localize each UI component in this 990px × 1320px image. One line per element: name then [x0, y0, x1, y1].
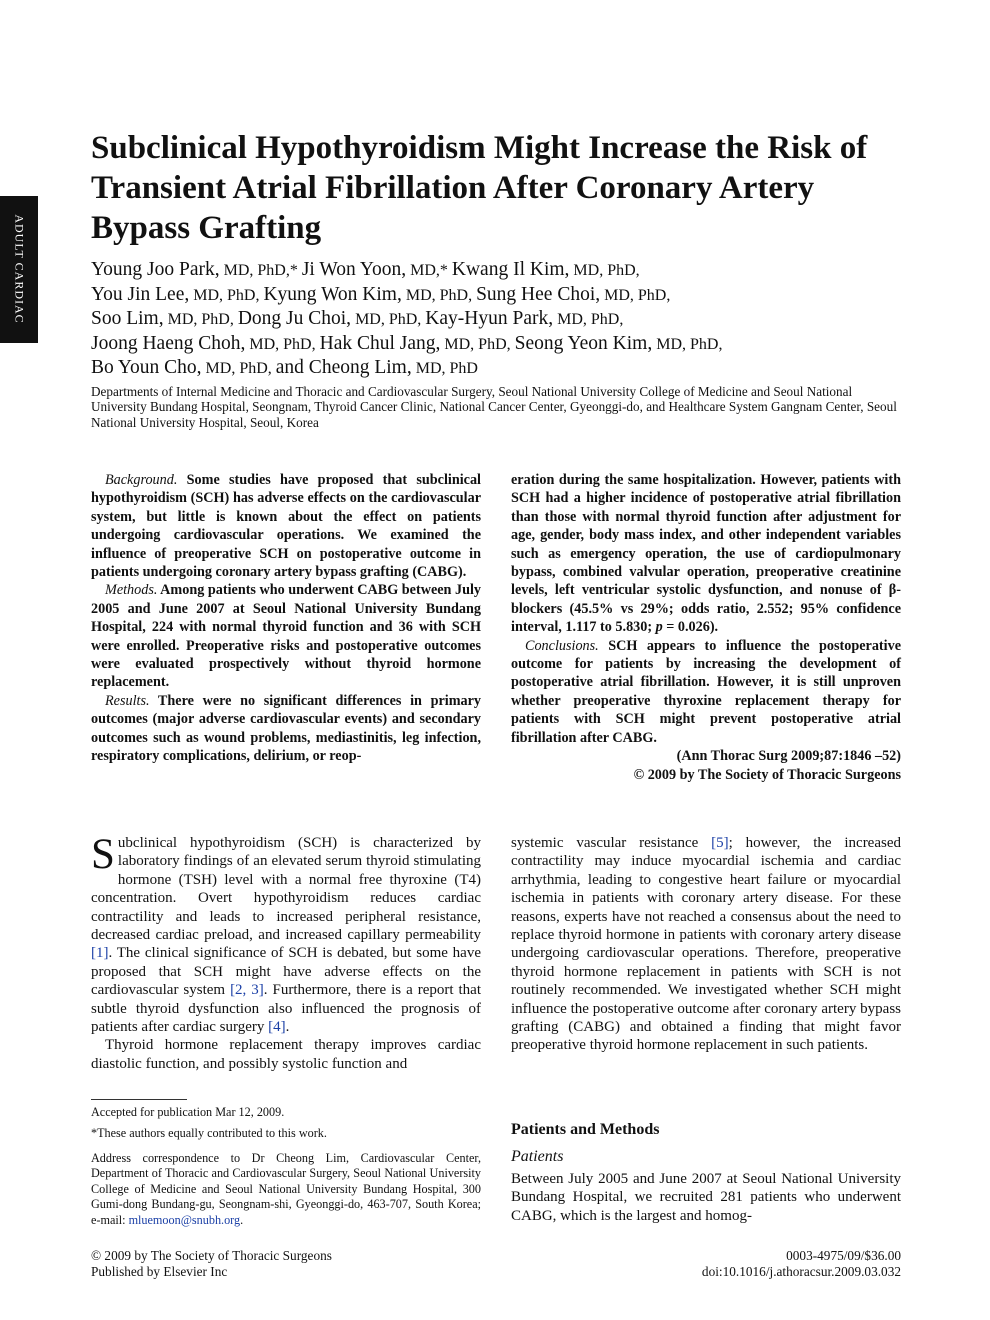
reference-link[interactable]: [1] — [91, 945, 109, 962]
footer-publisher: Published by Elsevier Inc — [91, 1263, 228, 1279]
author-name: Dong Ju Choi, — [237, 308, 352, 329]
footer-left — [91, 1248, 332, 1279]
author-name: Sung Hee Choi, — [476, 283, 601, 305]
reference-link[interactable]: [2, 3] — [230, 982, 264, 999]
p-value-symbol: p — [655, 619, 663, 636]
paragraph-text: . Furthermore, there is a report that subtle thyroid dysfunction also influenced the prognosis of patients after cardiac surgery — [91, 982, 481, 1036]
author-name: Ji Won Yoon, — [301, 259, 407, 280]
abstract-right-column — [511, 471, 901, 784]
abstract-heading: Conclusions. — [525, 637, 599, 654]
reference-link[interactable]: [5] — [711, 835, 729, 851]
body-text — [91, 831, 481, 1073]
body-paragraph — [511, 834, 901, 1055]
paragraph-text: systemic vascular resistance — [511, 835, 712, 851]
abstract-methods — [91, 581, 481, 691]
abstract-text: SCH appears to influence the postoperative outcome for patients by increasing the development of postoperative atrial fibrillation. However, it is still unproven whether preoperative thyroxine replacement therapy for patients with SCH might prevent postoperative atrial fibrillation after CABG. — [511, 637, 901, 746]
author-credentials: MD, PhD, — [440, 335, 515, 353]
author-credentials: MD, PhD, — [553, 311, 624, 328]
author-credentials: MD, PhD — [411, 360, 478, 377]
paragraph-text: . — [285, 1019, 290, 1036]
abstract-results — [91, 692, 481, 766]
author-credentials: MD, PhD, — [245, 335, 320, 353]
abstract-background — [91, 471, 481, 581]
section-heading: Patients and Methods — [511, 1121, 660, 1138]
author-name: Bo Youn Cho, — [91, 357, 202, 378]
footnote-equal-contribution: *These authors equally contributed to this work. — [91, 1126, 327, 1140]
abstract — [91, 471, 481, 766]
footnote-divider — [91, 1099, 187, 1100]
abstract-results-continued — [511, 471, 901, 637]
footer-right — [702, 1248, 901, 1279]
body-right-column — [511, 834, 901, 1055]
reference-link[interactable]: [4] — [268, 1019, 286, 1036]
author-credentials: MD,* — [406, 262, 452, 279]
author-line — [91, 307, 911, 332]
author-name: Hak Chul Jang, — [319, 332, 441, 354]
author-credentials: MD, PhD, — [401, 286, 477, 304]
section-tab-label: ADULT CARDIAC — [12, 214, 27, 324]
author-name: Kwang Il Kim, — [451, 259, 570, 280]
abstract-text: Some studies have proposed that subclinical hypothyroidism (SCH) has adverse effects on the cardiovascular system, but little is known about the effect on patients undergoing cardiovascular operations. We examined the influence of preoperative SCH on postoperative outcome in patients undergoing coronary artery bypass grafting (CABG). — [91, 472, 481, 581]
footer-doi: doi:10.1016/j.athoracsur.2009.03.032 — [701, 1263, 901, 1279]
author-credentials: MD, PhD, — [201, 360, 276, 377]
abstract-left-column — [91, 471, 481, 766]
footnote-accepted: Accepted for publication Mar 12, 2009. — [91, 1105, 285, 1119]
body-left-column — [91, 831, 481, 1073]
footer-issn: 0003-4975/09/$36.00 — [786, 1248, 901, 1263]
abstract-heading: Background. — [105, 472, 178, 488]
author-credentials: MD, PhD, — [351, 311, 426, 328]
author-credentials: MD, PhD,* — [219, 262, 302, 279]
author-name: Young Joo Park, — [91, 259, 220, 280]
correspondence-text: Address correspondence to Dr Cheong Lim, Cardiovascular Center, Department of Thoracic and Cardiovascular Surgery, Seoul National University College of Medicine and Seoul National University Bundang Hospital, 300 Gumi-dong Bundang-gu, Seongnam-shi, Gyeonggi-do, 463-707, South Korea; e-mail: — [91, 1151, 481, 1227]
author-credentials: MD, PhD, — [163, 311, 238, 328]
abstract-copyright: © 2009 by The Society of Thoracic Surgeons — [633, 766, 901, 783]
author-line — [91, 356, 911, 381]
methods-paragraph: Between July 2005 and June 2007 at Seoul National University Bundang Hospital, we recruited 281 patients who underwent CABG, which is the largest and homog- — [511, 1171, 901, 1224]
paragraph-text: ubclinical hypothyroidism (SCH) is characterized by laboratory findings of an elevated serum thyroid stimulating hormone (TSH) level with a normal free thyroxine (T4) concentration. Overt hypothyroidism reduces cardiac contractility and leads to increased peripheral resistance, decreased cardiac preload, and increased capillary permeability — [91, 835, 481, 944]
author-credentials: MD, PhD, — [652, 335, 723, 353]
methods-column — [511, 1170, 901, 1225]
subsection-heading: Patients — [511, 1148, 564, 1165]
author-name: Seong Yeon Kim, — [514, 332, 653, 354]
author-name: Joong Haeng Choh, — [91, 332, 246, 354]
abstract-text: There were no significant differences in primary outcomes (major adverse cardiovascular events) and secondary outcomes such as wound problems, mediastinitis, leg infection, respiratory complications, delirium, or reop- — [91, 692, 481, 765]
abstract-heading: Results. — [105, 692, 150, 709]
author-credentials: MD, PhD, — [189, 286, 264, 304]
body-text — [511, 834, 901, 1055]
body-paragraph: Thyroid hormone replacement therapy improves cardiac diastolic function, and possibly systolic function and — [91, 1037, 481, 1072]
footer-copyright: © 2009 by The Society of Thoracic Surgeons — [91, 1248, 332, 1263]
journal-citation: (Ann Thorac Surg 2009;87:1846 –52) — [676, 748, 901, 765]
paragraph-text: . The clinical significance of SCH is debated, but some have proposed that SCH might have adverse effects on the cardiovascular system — [91, 945, 481, 999]
author-line — [91, 332, 911, 357]
author-credentials: MD, PhD, — [569, 262, 640, 279]
article-title: Subclinical Hypothyroidism Might Increase the Risk of Transient Atrial Fibrillation After Coronary Artery Bypass Grafting — [91, 130, 868, 246]
abstract-text: Among patients who underwent CABG between July 2005 and June 2007 at Seoul National University Bundang Hospital, 224 with normal thyroid function and 36 with SCH were enrolled. Preoperative risks and postoperative outcomes were evaluated prospectively without thyroid hormone replacement. — [91, 582, 481, 691]
author-name: and Cheong Lim, — [275, 357, 412, 378]
abstract-text: = 0.026). — [662, 619, 719, 636]
paragraph-text: ; however, the increased contractility may induce myocardial ischemia and cardiac arrhythmia, leading to congestive heart failure or myocardial ischemia in patients with coronary artery disease. For these reasons, experts have not reached a consensus about the need to replace thyroid hormone in patients with coronary artery disease undergoing cardiovascular operations. Therefore, preoperative thyroid hormone replacement in patients with SCH is not routinely recommended. We investigated whether SCH might influence the postoperative outcome after coronary artery bypass grafting (CABG) and obtained a finding that might favor preoperative thyroid hormone replacement in such patients. — [511, 835, 901, 1054]
email-link[interactable]: mluemoon@snubh.org — [128, 1212, 241, 1227]
author-credentials: MD, PhD, — [600, 286, 671, 304]
drop-cap: S — [91, 831, 115, 878]
author-name: Kyung Won Kim, — [263, 283, 402, 305]
abstract-text: eration during the same hospitalization. However, patients with SCH had a higher incidence of postoperative atrial fibrillation than those with normal thyroid function after adjustment for age, gender, body mass index, and other independent variables such as emergency operation, the use of cardiopulmonary bypass, combined valvular operation, preoperative creatinine levels, left ventricular systolic dysfunction, and nonuse of β-blockers (45.5% vs 29%; odds ratio, 2.552; 95% confidence interval, 1.117 to 5.830; — [511, 472, 901, 636]
intro-paragraph — [91, 831, 481, 1036]
abstract-conclusions — [511, 637, 901, 747]
author-name: Soo Lim, — [91, 308, 164, 329]
correspondence-text: . — [240, 1212, 244, 1227]
author-line — [91, 283, 911, 308]
abstract-heading: Methods. — [105, 582, 158, 599]
author-name: Kay-Hyun Park, — [425, 308, 554, 329]
affiliations: Departments of Internal Medicine and Thoracic and Cardiovascular Surgery, Seoul National University College of Medicine and Seoul National University Bundang Hospital, Seongnam, Thyroid Cancer Clinic, National Cancer Center, Gyeonggi-do, and Healthcare System Gangnam Center, Seoul National University Hospital, Seoul, Korea — [91, 384, 897, 430]
author-name: You Jin Lee, — [91, 283, 190, 305]
abstract-continued — [511, 471, 901, 747]
author-line — [91, 258, 911, 283]
author-list — [91, 258, 911, 381]
footnote-correspondence — [91, 1151, 481, 1228]
section-tab — [0, 196, 38, 343]
